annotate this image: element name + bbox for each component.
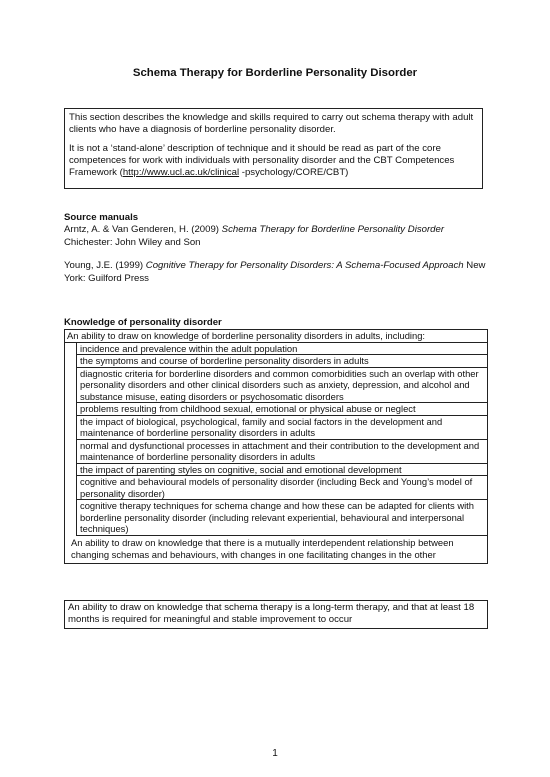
knowledge-item: cognitive and behavioural models of personality disorder (including Beck and Young’s model of personality disorder)	[76, 476, 487, 500]
intro-p2-tail: -psychology/CORE/CBT)	[239, 167, 349, 178]
knowledge-item: the impact of parenting styles on cognitive, social and emotional development	[76, 464, 487, 477]
knowledge-item: incidence and prevalence within the adult population	[76, 343, 487, 356]
ref1-publisher: Chichester: John Wiley and Son	[64, 236, 201, 248]
source-reference-2	[64, 260, 504, 285]
ref2-authors: Young, J.E. (1999)	[64, 260, 146, 271]
knowledge-intro: An ability to draw on knowledge of borderline personality disorders in adults, including:	[65, 330, 487, 343]
intro-p2-text: It is not a ‘stand-alone’ description of technique and it should be read as part of the core competences for work with individuals with personality disorder and the CBT Competences Framework (	[69, 143, 455, 178]
ref2-publisher: New York: Guilford Press	[64, 260, 486, 284]
knowledge-table	[64, 329, 488, 564]
knowledge-item: the symptoms and course of borderline personality disorders in adults	[76, 355, 487, 368]
knowledge-item: cognitive therapy techniques for schema change and how these can be adapted for clients with borderline personality disorder (including relevant experiential, behavioural and interpersonal techniques)	[76, 500, 487, 536]
knowledge-item: normal and dysfunctional processes in attachment and their contribution to the development and maintenance of borderline personality disorders in adults	[76, 440, 487, 464]
intro-paragraph-1: This section describes the knowledge and skills required to carry out schema therapy with adult clients who have a diagnosis of borderline personality disorder.	[69, 112, 474, 135]
knowledge-list	[76, 343, 487, 536]
ref1-title: Schema Therapy for Borderline Personality Disorder	[221, 224, 445, 235]
ref2-title: Cognitive Therapy for Personality Disorders: A Schema-Focused Approach	[145, 260, 464, 271]
intro-paragraph-2	[69, 143, 478, 179]
page-number: 1	[272, 748, 278, 759]
knowledge-item: diagnostic criteria for borderline disorders and common comorbidities such an overlap with other personality disorders and other clinical disorders such as anxiety, depression, and alcohol and substance misuse, eating disorders or psychosomatic disorders	[76, 368, 487, 404]
knowledge-footer: An ability to draw on knowledge that there is a mutually interdependent relationship between changing schemas and behaviours, with changes in one facilitating changes in the other	[71, 536, 454, 560]
intro-box	[64, 108, 483, 189]
source-manuals-heading: Source manuals	[64, 212, 139, 223]
ucl-link[interactable]: http://www.ucl.ac.uk/clinical	[122, 167, 240, 178]
ref1-authors: Arntz, A. & Van Genderen, H. (2009)	[64, 224, 222, 235]
document-title: Schema Therapy for Borderline Personality Disorder	[132, 67, 418, 79]
long-term-therapy-box: An ability to draw on knowledge that schema therapy is a long-term therapy, and that at least 18 months is required for meaningful and stable improvement to occur	[64, 600, 488, 629]
knowledge-heading: Knowledge of personality disorder	[64, 317, 222, 328]
knowledge-item: the impact of biological, psychological, family and social factors in the development and maintenance of borderline personality disorders in adults	[76, 416, 487, 440]
source-reference-1	[64, 224, 504, 249]
knowledge-item: problems resulting from childhood sexual, emotional or physical abuse or neglect	[76, 403, 487, 416]
